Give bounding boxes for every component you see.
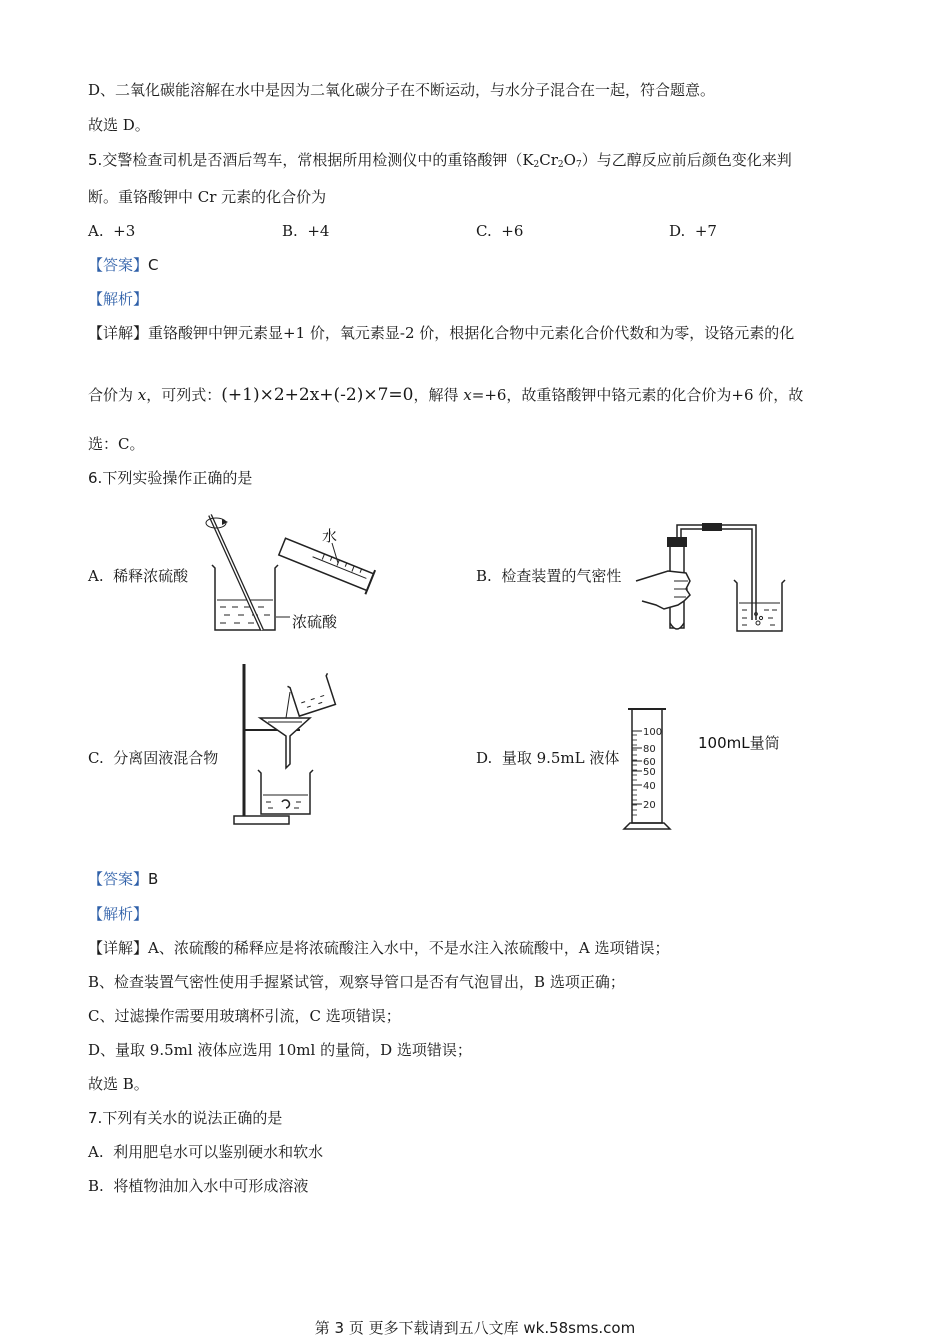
page-footer: 第 3 页 更多下载请到五八文库 wk.58sms.com <box>314 1319 636 1337</box>
q7-option-a-letter: A. <box>88 1143 104 1161</box>
q5-sub3: 7 <box>575 160 582 170</box>
q5-number: 5. <box>88 151 103 169</box>
q6-analysis-tag: 【解析】 <box>88 905 149 923</box>
q7-number: 7. <box>88 1109 103 1127</box>
q6-stem <box>88 468 252 488</box>
q6-detail-a-text: A、浓硫酸的稀释应是将浓硫酸注入水中，不是水注入浓硫酸中，A 选项错误； <box>148 939 670 957</box>
q6-option-a-letter: A. <box>88 567 104 585</box>
q5-option-c-letter: C. <box>476 222 492 240</box>
q6-option-b[interactable] <box>476 566 621 586</box>
q6-option-d[interactable] <box>476 748 619 768</box>
q5-option-d[interactable] <box>669 221 717 241</box>
q5-detail-line2-a: 合价为 <box>88 386 138 404</box>
q6-option-b-text: 检查装置的气密性 <box>501 567 622 585</box>
q5-detail-line1 <box>88 323 794 343</box>
q6-option-c-letter: C. <box>88 749 104 767</box>
airtightness-figure <box>634 515 794 640</box>
q5-sub1: 2 <box>533 160 540 170</box>
q6-option-d-letter: D. <box>476 749 493 767</box>
fig-a-water-label: 水 <box>322 527 338 545</box>
q5-stem-part4: ）与乙醇反应前后颜色变化来判 <box>581 151 792 169</box>
q5-stem-line2: 断。重铬酸钾中 Cr 元素的化合价为 <box>88 188 327 206</box>
q5-analysis-tag: 【解析】 <box>88 290 149 308</box>
q5-detail-tag: 【详解】 <box>88 324 149 342</box>
q7-option-a-text: 利用肥皂水可以鉴别硬水和软水 <box>113 1143 324 1161</box>
q5-stem-part2: Cr <box>539 151 558 169</box>
measuring-cylinder-figure <box>620 705 790 833</box>
q5-option-b-text: +4 <box>307 222 330 240</box>
q5-var-x: x <box>137 386 147 404</box>
q6-detail-b: B、检查装置气密性使用手握紧试管，观察导管口是否有气泡冒出，B 选项正确； <box>88 973 625 991</box>
q6-option-d-text: 量取 9.5mL 液体 <box>501 749 620 767</box>
q5-detail-line1-text: 重铬酸钾中钾元素显+1 价，氧元素显-2 价，根据化合物中元素化合价代数和为零，设铬元素的化 <box>148 324 795 342</box>
cylinder-ticks <box>632 727 662 815</box>
q6-conclusion: 故选 B。 <box>88 1075 149 1093</box>
previous-answer-d-line: D、二氧化碳能溶解在水中是因为二氧化碳分子在不断运动，与水分子混合在一起，符合题意。 <box>88 81 716 99</box>
q6-option-c-text: 分离固液混合物 <box>113 749 219 767</box>
q5-option-a[interactable] <box>88 221 135 241</box>
q5-option-a-letter: A. <box>88 222 104 240</box>
q7-option-b-letter: B. <box>88 1177 104 1195</box>
q5-option-c[interactable] <box>476 221 523 241</box>
cylinder-tick-label: 50 <box>643 767 656 778</box>
q5-stem-line1 <box>88 150 792 175</box>
q5-detail-line3: 选：C。 <box>88 435 145 453</box>
q5-option-a-text: +3 <box>113 222 136 240</box>
dilute-acid-figure <box>200 505 390 635</box>
q5-answer <box>88 255 159 275</box>
q7-option-b[interactable] <box>88 1176 308 1196</box>
q5-detail-line2 <box>88 385 803 405</box>
q5-answer-value: C <box>148 256 159 274</box>
q5-detail-line2-b: ，可列式： <box>146 386 222 404</box>
q6-detail-tag: 【详解】 <box>88 939 149 957</box>
q6-option-b-letter: B. <box>476 567 492 585</box>
cylinder-tick-label: 60 <box>643 757 656 768</box>
q5-answer-tag: 【答案】 <box>88 256 149 274</box>
q6-answer <box>88 869 158 889</box>
cylinder-tick-label: 40 <box>643 781 656 792</box>
q5-option-d-letter: D. <box>669 222 686 240</box>
q6-detail-c: C、过滤操作需要用玻璃杯引流，C 选项错误； <box>88 1007 401 1025</box>
q6-number: 6. <box>88 469 103 487</box>
q6-detail-d: D、量取 9.5ml 液体应选用 10ml 的量筒，D 选项错误； <box>88 1041 472 1059</box>
q7-stem <box>88 1108 282 1128</box>
filtration-figure <box>230 660 345 830</box>
q6-answer-value: B <box>148 870 159 888</box>
q6-option-a-text: 稀释浓硫酸 <box>113 567 189 585</box>
q6-option-c[interactable] <box>88 748 218 768</box>
fig-d-label: 100mL量筒 <box>698 734 780 752</box>
q6-stem-text: 下列实验操作正确的是 <box>102 469 253 487</box>
q7-option-a[interactable] <box>88 1142 323 1162</box>
q5-option-b-letter: B. <box>282 222 298 240</box>
cylinder-tick-label: 20 <box>643 800 656 811</box>
q7-stem-text: 下列有关水的说法正确的是 <box>102 1109 283 1127</box>
q6-detail-a <box>88 938 669 958</box>
q5-option-d-text: +7 <box>694 222 717 240</box>
q5-option-b[interactable] <box>282 221 329 241</box>
q6-option-a[interactable] <box>88 566 188 586</box>
q5-detail-line2-c: ，解得 <box>413 386 464 404</box>
previous-conclusion: 故选 D。 <box>88 116 150 134</box>
q5-equation: (+1)×2+2x+(-2)×7=0 <box>221 385 414 405</box>
cylinder-tick-label: 80 <box>643 744 656 755</box>
q5-sub2: 2 <box>557 160 564 170</box>
fig-a-acid-label: 浓硫酸 <box>292 613 338 631</box>
q5-detail-line2-d: =+6，故重铬酸钾中铬元素的化合价为+6 价，故 <box>471 386 804 404</box>
q5-stem-part3: O <box>563 151 576 169</box>
q5-option-c-text: +6 <box>501 222 524 240</box>
cylinder-tick-label: 100 <box>643 727 663 738</box>
q5-stem-part1: 交警检查司机是否酒后驾车，常根据所用检测仪中的重铬酸钾（K <box>102 151 534 169</box>
q5-var-x2: x <box>463 386 472 404</box>
q7-option-b-text: 将植物油加入水中可形成溶液 <box>113 1177 309 1195</box>
q6-answer-tag: 【答案】 <box>88 870 149 888</box>
